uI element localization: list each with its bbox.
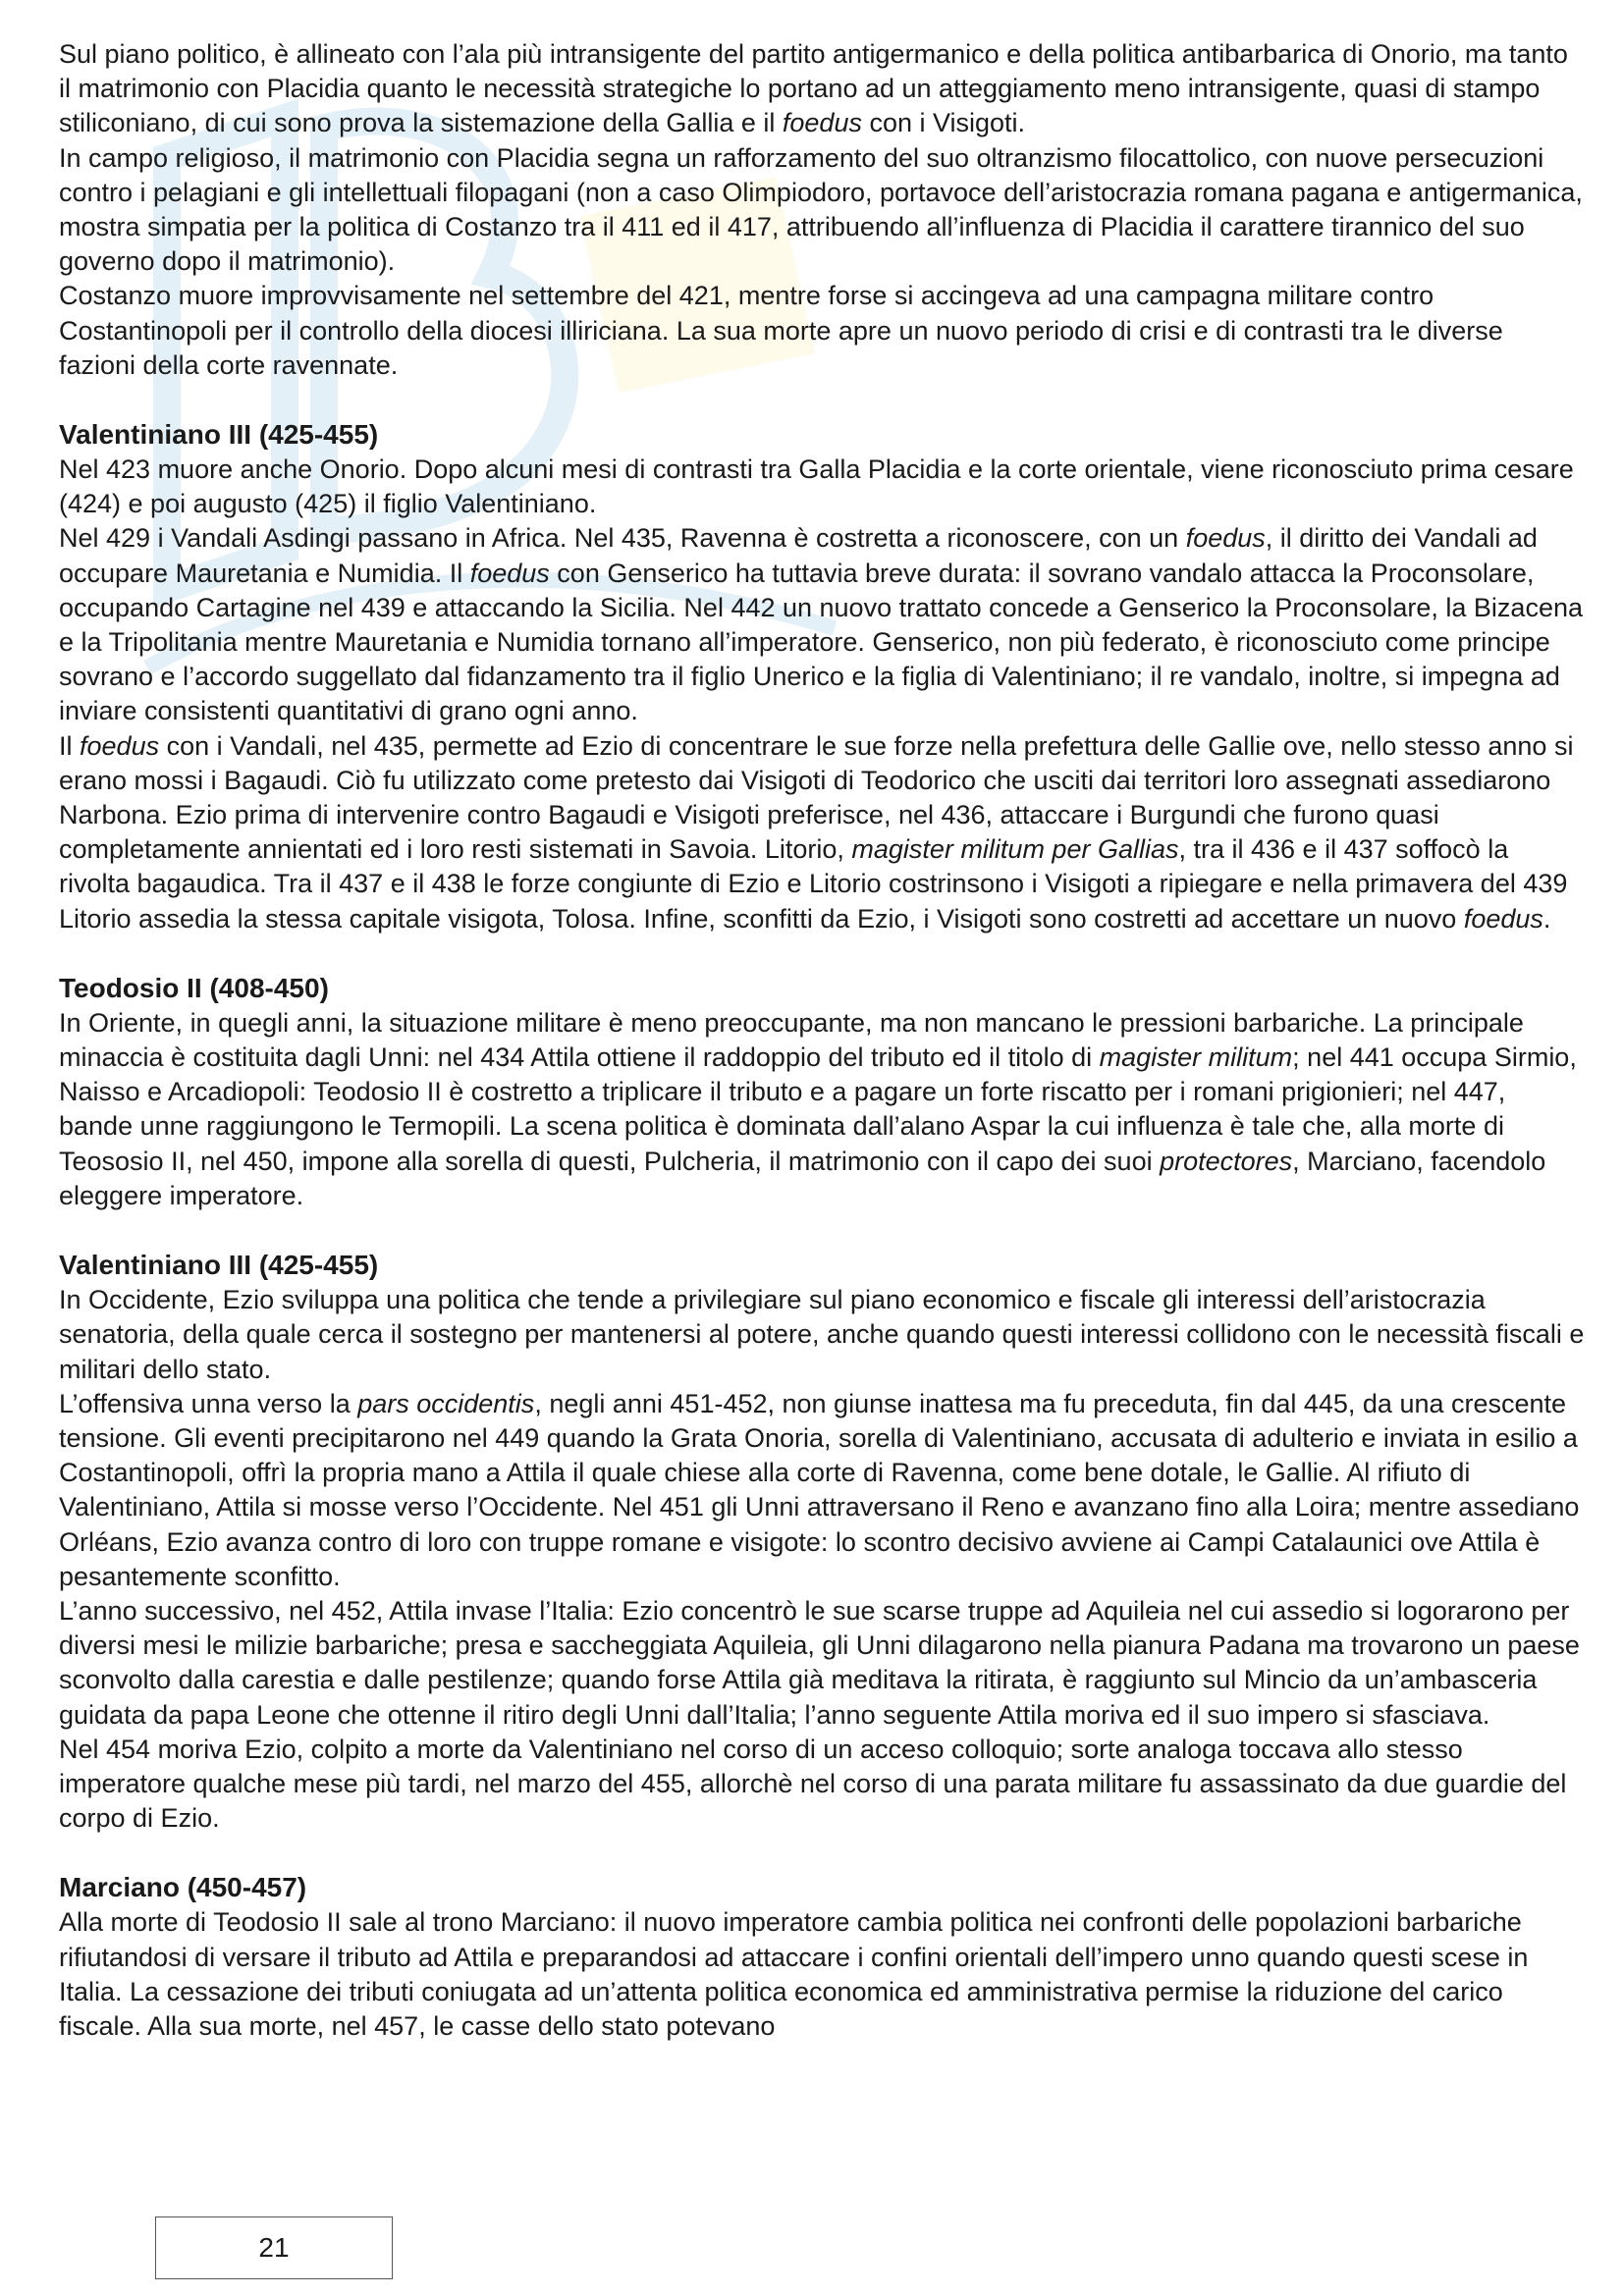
section-heading: Teodosio II (408-450)	[59, 972, 329, 1003]
italic-term: foedus	[80, 730, 160, 761]
paragraph	[59, 37, 1586, 141]
section	[59, 1248, 1586, 1836]
paragraph	[59, 1387, 1586, 1594]
italic-term: pars occidentis	[357, 1388, 535, 1418]
text-run: In Oriente, in quegli anni, la situazione militare è meno preoccupante, ma non mancano le pressioni barbariche. La principale minaccia è costituita dagli Unni: nel 434 Attila ottiene il raddoppio del tributo ed il titolo di	[59, 1007, 1524, 1073]
text-run: , negli anni 451-452, non giunse inattesa ma fu preceduta, fin dal 445, da una crescente tensione. Gli eventi precipitarono nel 449 quando la Grata Onoria, sorella di Valentiniano, accusata di adulterio e inviata in esilio a Costantinopoli, offrì la propria mano a Attila il quale chiese alla corte di Ravenna, come bene dotale, le Gallie. Al rifiuto di Valentiniano, Attila si mosse verso l’Occidente. Nel 451 gli Unni attraversano il Reno e avanzano fino alla Loira; mentre assediano Orléans, Ezio avanza contro di loro con truppe romane e visigote: lo scontro decisivo avviene ai Campi Catalaunici ove Attila è pesantemente sconfitto.	[59, 1388, 1580, 1591]
italic-term: foedus	[782, 108, 862, 138]
paragraph	[59, 1006, 1586, 1213]
section-heading: Valentiniano III (425-455)	[59, 419, 379, 451]
section	[59, 417, 1586, 936]
text-run: Nel 429 i Vandali Asdingi passano in Africa. Nel 435, Ravenna è costretta a riconoscere, con un	[59, 523, 1186, 554]
italic-term: magister militum	[1099, 1042, 1293, 1073]
paragraph	[59, 729, 1586, 936]
text-run: , Marciano, facendolo eleggere imperatore.	[59, 1146, 1546, 1210]
text-run: , il diritto dei Vandali ad occupare Mauretania e Numidia. Il	[59, 523, 1538, 588]
paragraph	[59, 453, 1586, 521]
text-run: L’offensiva unna verso la	[59, 1388, 358, 1418]
paragraph	[59, 1733, 1586, 1837]
text-run: Alla morte di Teodosio II sale al trono Marciano: il nuovo imperatore cambia politica nei confronti delle popolazioni barbariche rifiutandosi di versare il tributo ad Attila e preparandosi ad attaccare i confini orientali dell’impero unno quando questi scese in Italia. La cessazione dei tributi coniugata ad un’attenta politica economica ed amministrativa permise la riduzione del carico fiscale. Alla sua morte, nel 457, le casse dello stato potevano	[59, 1907, 1529, 2041]
text-run: .	[1542, 903, 1551, 934]
page-content	[59, 37, 1586, 2044]
paragraph	[59, 521, 1586, 728]
paragraph	[59, 1905, 1586, 2044]
section-heading: Valentiniano III (425-455)	[59, 1250, 379, 1281]
text-run: Costanzo muore improvvisamente nel settembre del 421, mentre forse si accingeva ad una campagna militare contro Costantinopoli per il controllo della diocesi illiriciana. La sua morte apre un nuovo periodo di crisi e di contrasti tra le diverse fazioni della corte ravennate.	[59, 281, 1503, 380]
page-number	[155, 2216, 393, 2279]
italic-term: protectores	[1160, 1146, 1293, 1176]
text-run: con Genserico ha tuttavia breve durata: il sovrano vandalo attacca la Proconsolare, occupando Cartagine nel 439 e attaccando la Sicilia. Nel 442 un nuovo trattato concede a Genserico la Proconsolare, la Bizacena e la Tripolitania mentre Mauretania e Numidia tornano all’imperatore. Genserico, non più federato, è riconosciuto come principe sovrano e l’accordo suggellato dal fidanzamento tra il figlio Unerico e la figlia di Valentiniano; il re vandalo, inoltre, si impegna ad inviare consistenti quantitativi di grano ogni anno.	[59, 558, 1583, 726]
section	[59, 37, 1586, 383]
text-run: L’anno successivo, nel 452, Attila invase l’Italia: Ezio concentrò le sue scarse truppe ad Aquileia nel cui assedio si logorarono per diversi mesi le milizie barbariche; presa e saccheggiata Aquileia, gli Unni dilagarono nella pianura Padana ma trovarono un paese sconvolto dalla carestia e dalle pestilenze; quando forse Attila già meditava la ritirata, è raggiunto sul Mincio da un’ambasceria guidata da papa Leone che ottenne il ritiro degli Unni dall’Italia; l’anno seguente Attila moriva ed il suo impero si sfasciava.	[59, 1595, 1580, 1730]
section	[59, 971, 1586, 1213]
text-run: , tra il 436 e il 437 soffocò la rivolta bagaudica. Tra il 437 e il 438 le forze congiunte di Ezio e Litorio costrinsono i Visigoti a ripiegare e nella primavera del 439 Litorio assedia la stessa capitale visigota, Tolosa. Infine, sconfitti da Ezio, i Visigoti sono costretti ad accettare un nuovo	[59, 834, 1568, 934]
text-run: ; nel 441 occupa Sirmio, Naisso e Arcadiopoli: Teodosio II è costretto a triplicare il tributo e a pagare un forte riscatto per i romani prigionieri; nel 447, bande unne raggiungono le Termopili. La scena politica è dominata dall’alano Aspar la cui influenza è tale che, alla morte di Teososio II, nel 450, impone alla sorella di questi, Pulcheria, il matrimonio con il capo dei suoi	[59, 1042, 1577, 1176]
text-run: Nel 423 muore anche Onorio. Dopo alcuni mesi di contrasti tra Galla Placidia e la corte orientale, viene riconosciuto prima cesare (424) e poi augusto (425) il figlio Valentiniano.	[59, 454, 1574, 519]
page-number-label: 21	[258, 2232, 290, 2263]
italic-term: foedus	[469, 558, 550, 588]
text-run: In campo religioso, il matrimonio con Placidia segna un rafforzamento del suo oltranzismo filocattolico, con nuove persecuzioni contro i pelagiani e gli intellettuali filopagani (non a caso Olimpiodoro, portavoce dell’aristocrazia romana pagana e antigermanica, mostra simpatia per la politica di Costanzo tra il 411 ed il 417, attribuendo all’influenza di Placidia il carattere tirannico del suo governo dopo il matrimonio).	[59, 142, 1583, 277]
italic-term: magister militum per Gallias	[851, 834, 1179, 865]
text-run: Nel 454 moriva Ezio, colpito a morte da Valentiniano nel corso di un acceso colloquio; sorte analoga toccava allo stesso imperatore qualche mese più tardi, nel marzo del 455, allorchè nel corso di una parata militare fu assassinato da due guardie del corpo di Ezio.	[59, 1734, 1567, 1834]
paragraph	[59, 279, 1586, 383]
paragraph	[59, 1594, 1586, 1733]
section-heading: Marciano (450-457)	[59, 1872, 307, 1903]
section	[59, 1870, 1586, 2044]
text-run: Il	[59, 730, 81, 761]
italic-term: foedus	[1463, 903, 1543, 934]
italic-term: foedus	[1185, 523, 1266, 554]
paragraph	[59, 1283, 1586, 1387]
text-run: In Occidente, Ezio sviluppa una politica che tende a privilegiare sul piano economico e fiscale gli interessi dell’aristocrazia senatoria, della quale cerca il sostegno per mantenersi al potere, anche quando questi interessi collidono con le necessità fiscali e militari dello stato.	[59, 1285, 1585, 1384]
paragraph	[59, 141, 1586, 280]
text-run: con i Vandali, nel 435, permette ad Ezio di concentrare le sue forze nella prefettura delle Gallie ove, nello stesso anno si erano mossi i Bagaudi. Ciò fu utilizzato come pretesto dai Visigoti di Teodorico che usciti dai territori loro assegnati assediarono Narbona. Ezio prima di intervenire contro Bagaudi e Visigoti preferisce, nel 436, attaccare i Burgundi che furono quasi completamente annientati ed i loro resti sistemati in Savoia. Litorio,	[59, 730, 1574, 865]
text-run: con i Visigoti.	[861, 108, 1026, 138]
text-run: Sul piano politico, è allineato con l’ala più intransigente del partito antigermanico e della politica antibarbarica di Onorio, ma tanto il matrimonio con Placidia quanto le necessità strategiche lo portano ad un atteggiamento meno intransigente, quasi di stampo stiliconiano, di cui sono prova la sistemazione della Gallia e il	[59, 39, 1568, 138]
